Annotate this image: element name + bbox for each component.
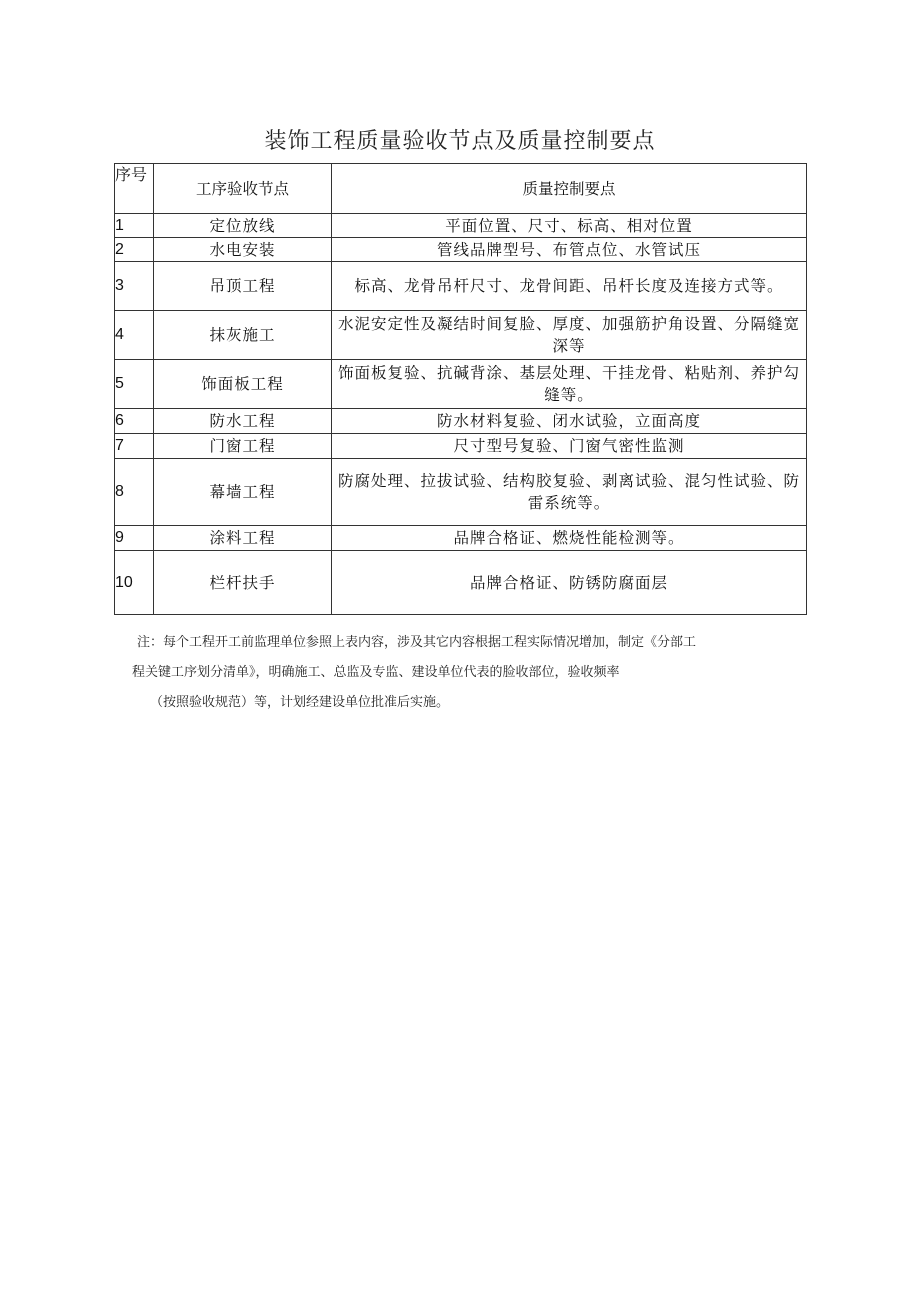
footnote-line: （按照验收规范）等，计划经建设单位批准后实施。 <box>150 695 450 710</box>
row-points: 品牌合格证、防锈防腐面层 <box>332 551 807 615</box>
row-no: 7 <box>115 434 154 459</box>
table-row <box>115 409 807 434</box>
table-row <box>115 360 807 409</box>
row-node: 幕墙工程 <box>154 459 332 526</box>
row-node: 涂料工程 <box>154 526 332 551</box>
table-row <box>115 238 807 262</box>
page-title: 装饰工程质量验收节点及质量控制要点 <box>264 129 656 154</box>
header-points: 质量控制要点 <box>332 164 807 214</box>
table-row <box>115 434 807 459</box>
row-no: 8 <box>115 459 154 526</box>
row-no: 4 <box>115 311 154 360</box>
footnote-line: 程关键工序划分清单》，明确施工、总监及专监、建设单位代表的脸收部位，验收频率 <box>132 665 620 680</box>
table-row <box>115 214 807 238</box>
header-no: 序号 <box>115 164 154 214</box>
row-points: 水泥安定性及凝结时间复脸、厚度、加强筋护角设置、分隔缝宽深等 <box>332 311 807 360</box>
row-points: 管线品牌型号、布管点位、水管试压 <box>332 238 807 262</box>
row-no: 2 <box>115 238 154 262</box>
table-row <box>115 262 807 311</box>
table-row <box>115 526 807 551</box>
row-node: 定位放线 <box>154 214 332 238</box>
table-header-row <box>115 164 807 214</box>
row-no: 9 <box>115 526 154 551</box>
row-node: 门窗工程 <box>154 434 332 459</box>
row-points: 饰面板复验、抗碱背涂、基层处理、干挂龙骨、粘贴剂、养护勾缝等。 <box>332 360 807 409</box>
row-no: 6 <box>115 409 154 434</box>
row-node: 防水工程 <box>154 409 332 434</box>
row-points: 尺寸型号复验、门窗气密性监测 <box>332 434 807 459</box>
footnote <box>132 628 817 718</box>
table-row <box>115 459 807 526</box>
table-row <box>115 311 807 360</box>
row-points: 平面位置、尺寸、标高、相对位置 <box>332 214 807 238</box>
footnote-line: 注：每个工程开工前监理单位参照上表内容，涉及其它内容根据工程实际情况增加，制定《分部工 <box>137 635 697 650</box>
row-node: 饰面板工程 <box>154 360 332 409</box>
table-row <box>115 551 807 615</box>
row-no: 5 <box>115 360 154 409</box>
row-points: 品牌合格证、燃烧性能检测等。 <box>332 526 807 551</box>
row-node: 抹灰施工 <box>154 311 332 360</box>
row-points: 防水材料复验、闭水试验，立面高度 <box>332 409 807 434</box>
row-node: 栏杆扶手 <box>154 551 332 615</box>
row-node: 水电安装 <box>154 238 332 262</box>
quality-control-table <box>114 163 807 615</box>
row-no: 1 <box>115 214 154 238</box>
row-no: 3 <box>115 262 154 311</box>
row-points: 防腐处理、拉拔试验、结构胶复验、剥离试验、混匀性试验、防雷系统等。 <box>332 459 807 526</box>
row-no: 10 <box>115 551 154 615</box>
row-points: 标高、龙骨吊杆尺寸、龙骨间距、吊杆长度及连接方式等。 <box>332 262 807 311</box>
row-node: 吊顶工程 <box>154 262 332 311</box>
header-node: 工序验收节点 <box>154 164 332 214</box>
